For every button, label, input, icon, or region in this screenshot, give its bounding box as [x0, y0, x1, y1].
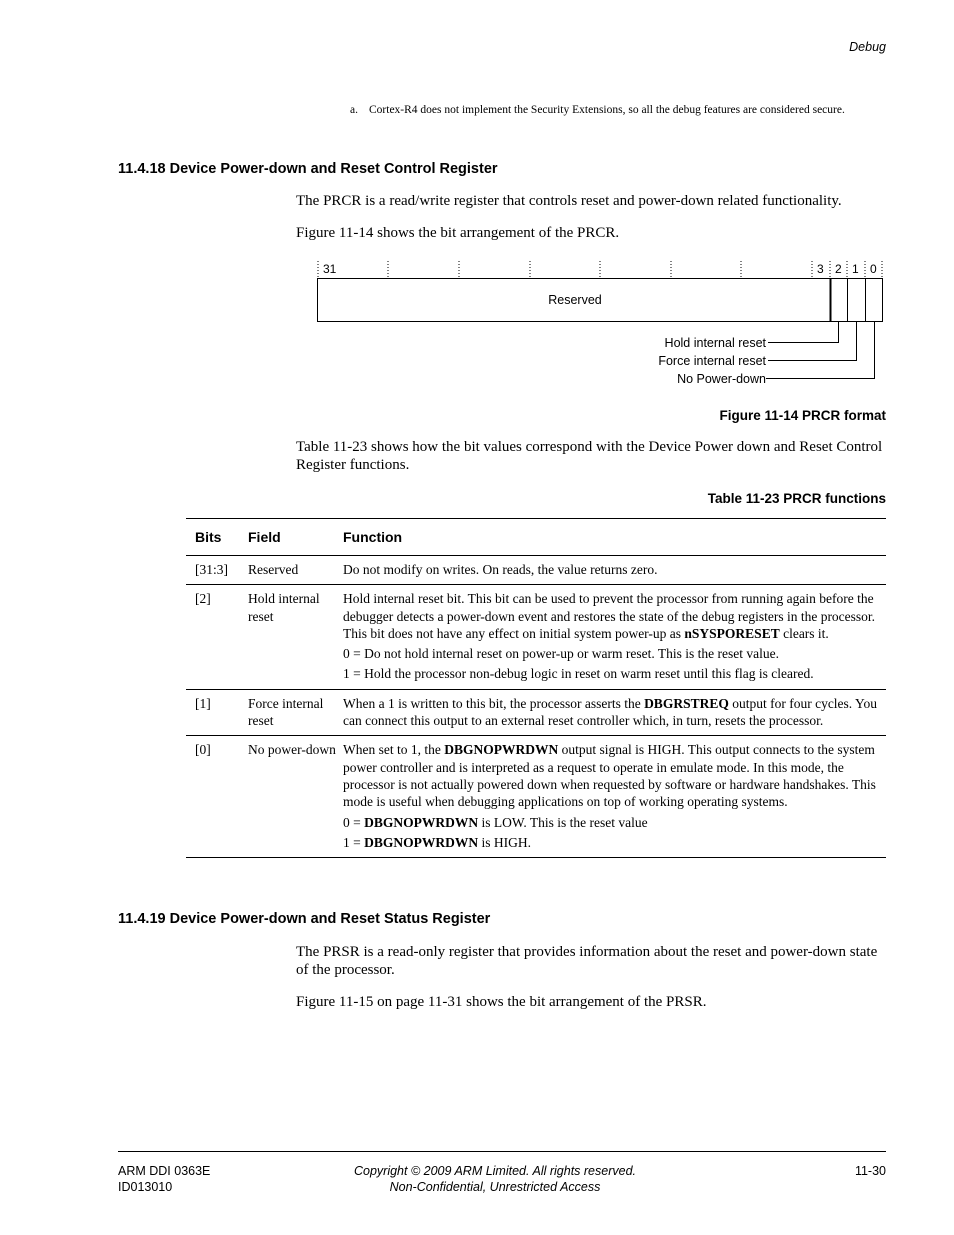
bit-number-31: 31: [323, 262, 337, 276]
cell-field: Reserved: [248, 562, 299, 577]
header-function: Function: [343, 529, 403, 545]
table-body: [186, 556, 886, 858]
function-paragraph: [343, 834, 886, 851]
footer-center: [300, 1163, 690, 1195]
function-text: is LOW. This is the reset value: [478, 814, 648, 830]
header-field: Field: [248, 529, 281, 545]
bit-number-1: 1: [852, 262, 859, 276]
running-header: Debug: [849, 40, 886, 54]
cell-bits: [0]: [195, 742, 211, 758]
footer-rule: [118, 1151, 886, 1152]
cell-field: No power-down: [248, 742, 336, 758]
footer-issue-id: ID013010: [118, 1180, 173, 1194]
table-row: [186, 585, 886, 689]
signal-name: DBGRSTREQ: [644, 695, 729, 711]
prcr-register-diagram: [310, 258, 900, 388]
function-text: 0 =: [343, 814, 365, 830]
function-paragraph: [343, 695, 886, 730]
function-text: clears it.: [779, 625, 829, 641]
section-title-prsr: 11.4.19 Device Power-down and Reset Status Register: [118, 911, 491, 927]
function-paragraph: [343, 741, 886, 810]
header-bits: Bits: [195, 529, 222, 545]
function-text: 1 = Hold the processor non-debug logic in reset on warm reset until this flag is cleared.: [343, 666, 814, 682]
footnote-label: a.: [350, 104, 358, 116]
table-header-row: [186, 519, 886, 556]
prcr-format-svg: [310, 258, 900, 388]
footer-doc-id: ARM DDI 0363E: [118, 1164, 211, 1178]
function-text: 1 =: [343, 834, 365, 850]
table-row: [186, 689, 886, 736]
prsr-intro-paragraph: The PRSR is a read-only register that provides information about the reset and power-down state of the processor.: [296, 944, 878, 978]
function-paragraph: [343, 561, 886, 578]
function-text: output signal is HIGH. This output connects to the system power controller and is interpreted as a request to operate in emulate mode. In this mode, the processor is not actually powered down when requested by software or hardware handshakes. This mode is useful when debugging applications on top of working operating systems.: [343, 742, 876, 810]
footer-copyright: Copyright © 2009 ARM Limited. All rights reserved.: [353, 1164, 636, 1178]
field-reserved-label: Reserved: [548, 293, 602, 307]
footer-access: Non-Confidential, Unrestricted Access: [389, 1180, 601, 1194]
function-text: Hold internal reset bit. This bit can be used to prevent the processor from running again before the debugger detects a power-down event and restores the state of the debug registers in the processor. This bit does not have any effect on initial system power-up as: [343, 591, 876, 641]
footnote-text: Cortex-R4 does not implement the Security Extensions, so all the debug features are considered secure.: [369, 104, 845, 116]
cell-function: [343, 689, 886, 736]
function-text: is HIGH.: [478, 834, 531, 850]
prcr-figure-reference: Figure 11-14 shows the bit arrangement of the PRCR.: [296, 225, 620, 241]
prsr-figure-reference: Figure 11-15 on page 11-31 shows the bit arrangement of the PRSR.: [296, 994, 707, 1010]
function-paragraph: [343, 590, 886, 642]
signal-name: nSYSPORESET: [684, 625, 780, 641]
bit-number-0: 0: [870, 262, 877, 276]
function-text: Do not modify on writes. On reads, the value returns zero.: [343, 562, 658, 577]
prcr-intro-paragraph: The PRCR is a read/write register that controls reset and power-down related functionality.: [296, 193, 842, 209]
table-row: [186, 736, 886, 858]
table-row: [186, 556, 886, 585]
cell-function: [343, 556, 886, 585]
label-no-power-down: No Power-down: [677, 372, 766, 386]
prcr-functions-table: [186, 518, 886, 858]
table-intro-paragraph: Table 11-23 shows how the bit values correspond with the Device Power down and Reset Control Register functions.: [296, 439, 883, 473]
footer-left: [118, 1163, 210, 1195]
function-paragraph: [343, 645, 886, 662]
cell-bits: [2]: [195, 591, 211, 607]
footer-page-number: 11-30: [854, 1164, 886, 1178]
label-force-internal-reset: Force internal reset: [658, 354, 766, 368]
function-paragraph: [343, 665, 886, 682]
figure-caption: Figure 11-14 PRCR format: [719, 408, 886, 423]
cell-field: Force internal reset: [248, 695, 324, 729]
signal-name: DBGNOPWRDWN: [364, 814, 479, 830]
bit-number-2: 2: [835, 262, 842, 276]
section-title-prcr: 11.4.18 Device Power-down and Reset Control Register: [118, 161, 498, 177]
bit-number-3: 3: [817, 262, 824, 276]
function-text: output for four cycles. You can connect this output to an external reset controller which, in turn, resets the processor.: [343, 695, 877, 729]
cell-bits: [1]: [195, 695, 211, 711]
function-text: When set to 1, the: [343, 742, 445, 758]
function-text: When a 1 is written to this bit, the processor asserts the: [343, 695, 645, 711]
table-footnote: [350, 103, 860, 118]
cell-function: [343, 585, 886, 689]
cell-function: [343, 736, 886, 858]
table-caption: Table 11-23 PRCR functions: [707, 491, 886, 506]
cell-field: Hold internal reset: [248, 591, 320, 624]
function-paragraph: [343, 814, 886, 831]
leader-lines: [766, 322, 875, 379]
signal-name: DBGNOPWRDWN: [364, 834, 479, 850]
label-hold-internal-reset: Hold internal reset: [664, 336, 766, 350]
function-text: 0 = Do not hold internal reset on power-up or warm reset. This is the reset value.: [343, 646, 779, 662]
cell-bits: [31:3]: [195, 562, 228, 577]
signal-name: DBGNOPWRDWN: [444, 742, 559, 758]
tick-separators: [318, 261, 882, 278]
